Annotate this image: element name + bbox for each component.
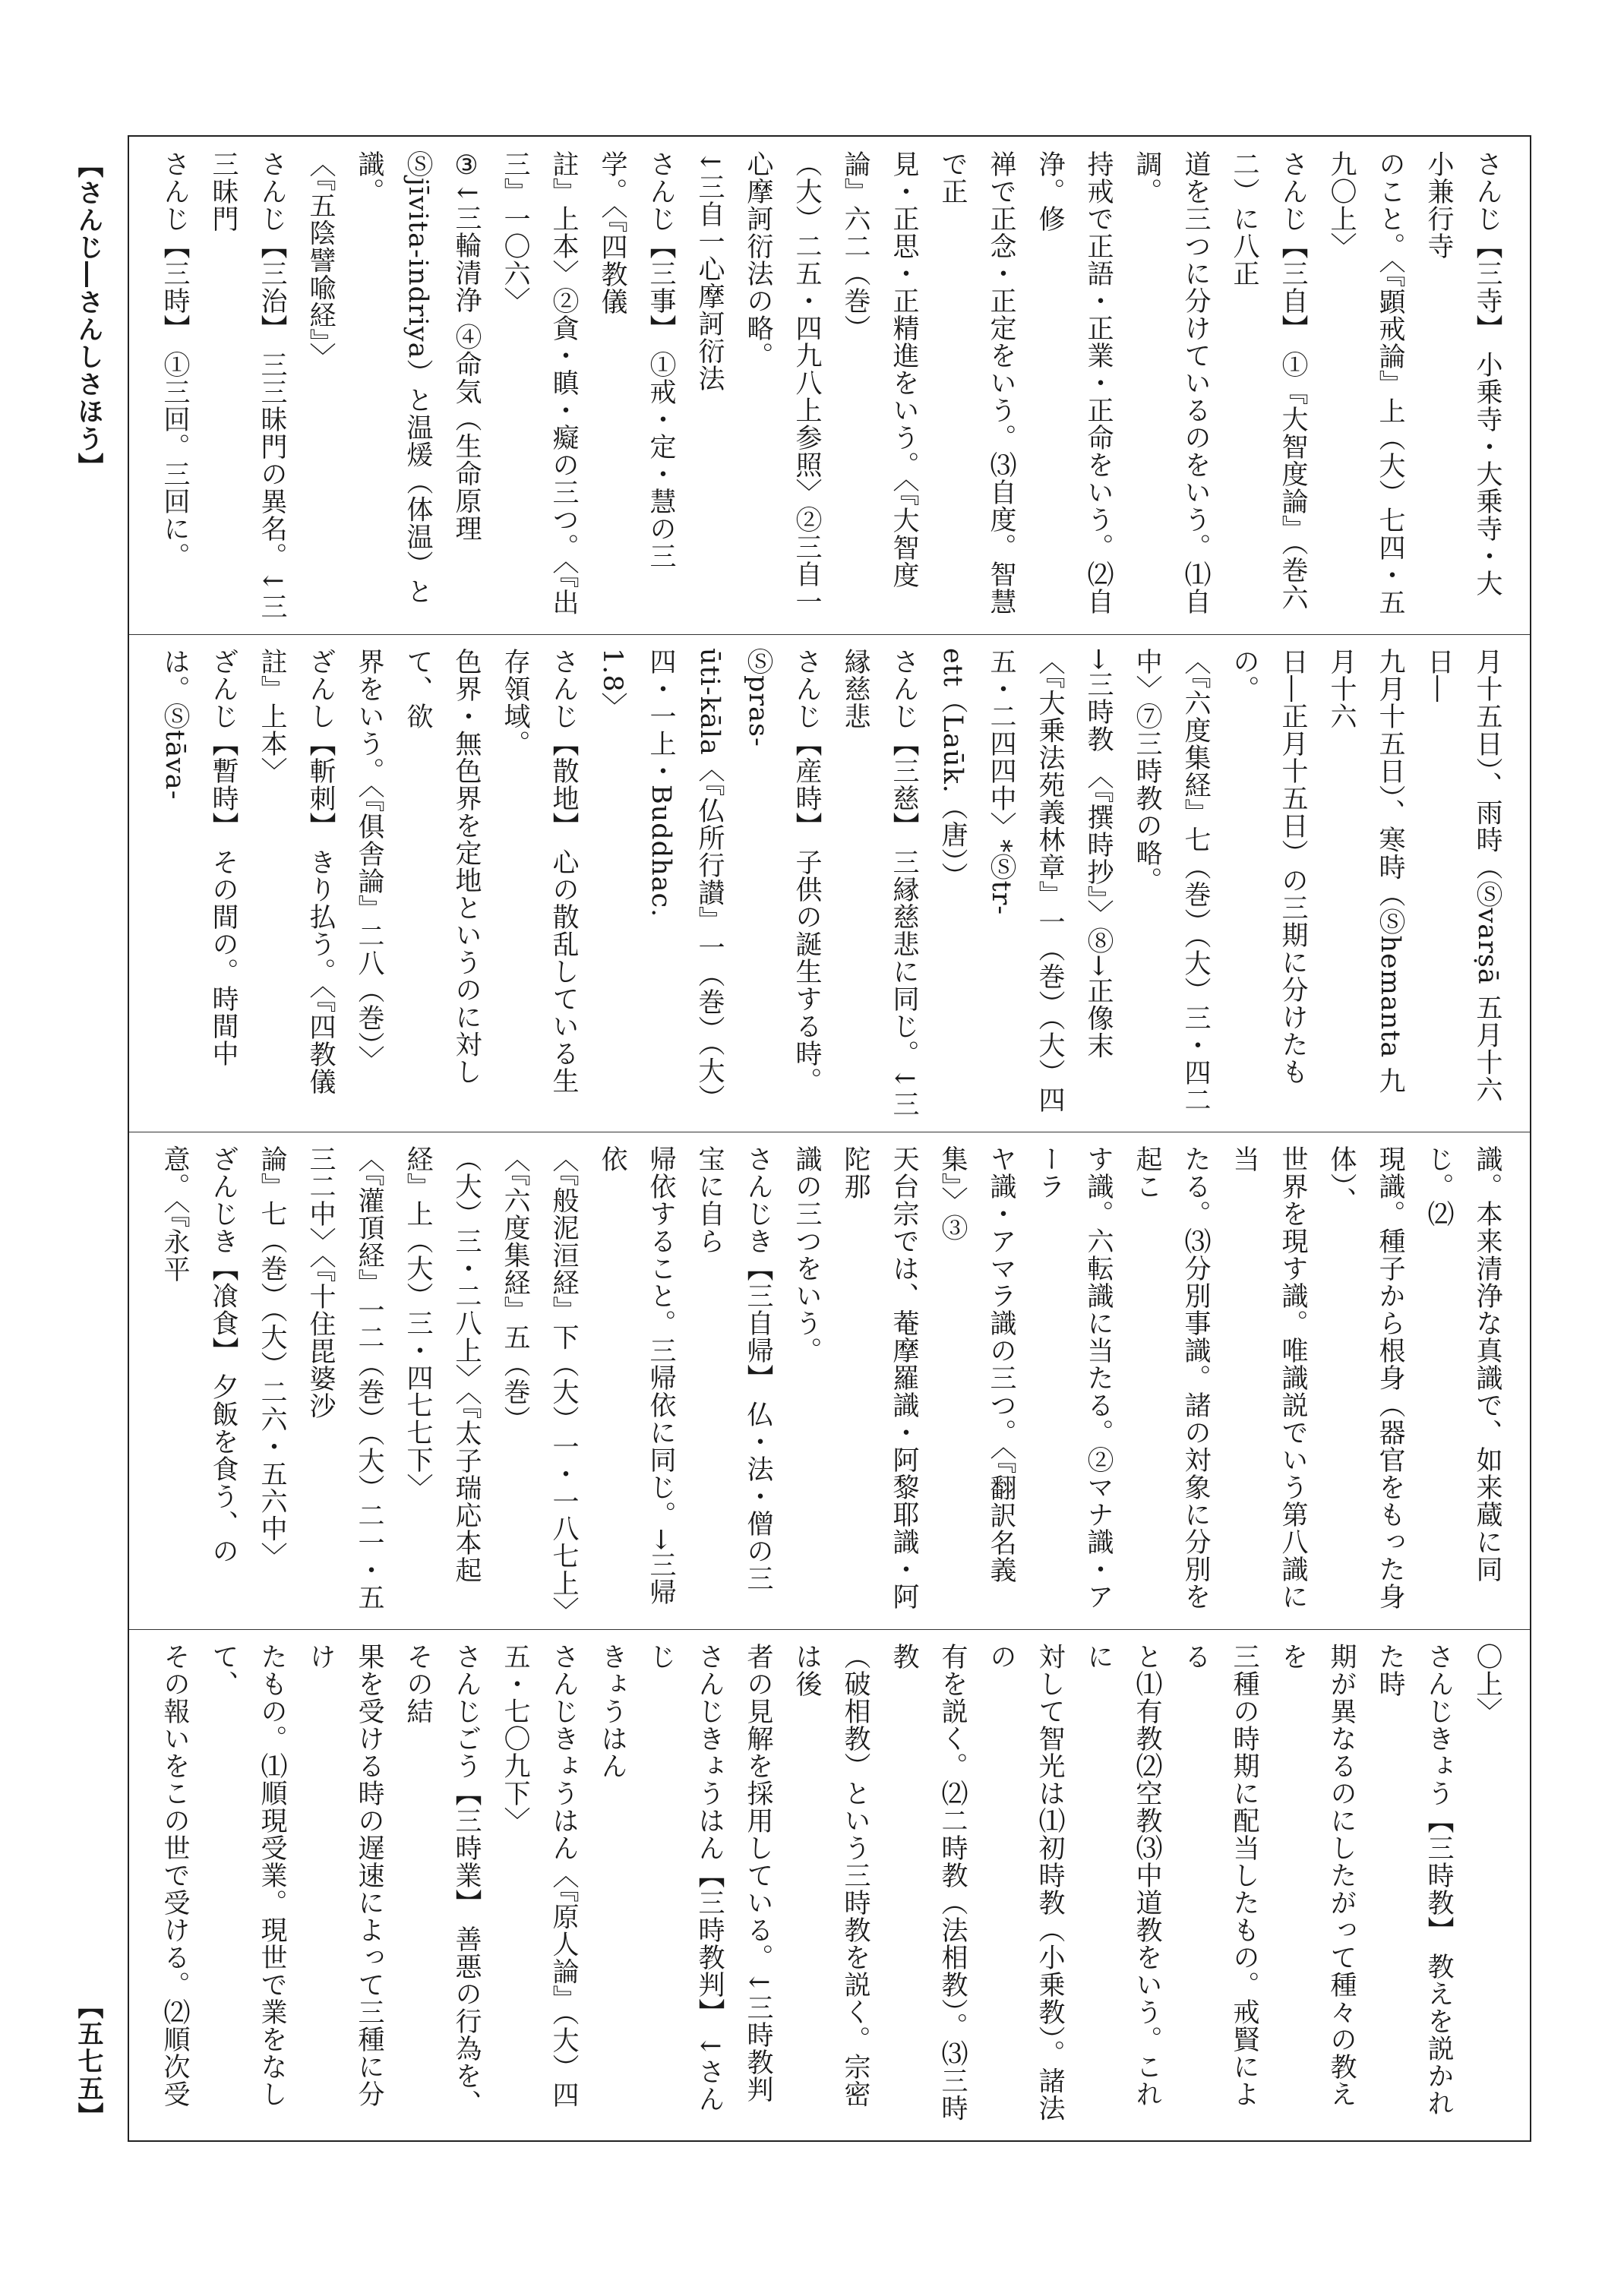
text-band-4 (152, 1643, 1512, 2129)
text-column: 1.8〉 (597, 648, 627, 720)
text-column: 三種の時期に配当したもの。戒賢による (1180, 1643, 1259, 2108)
text-column: 界をいう。〈『俱舎論』二八（巻）〉 (354, 648, 384, 1073)
text-column: 色界・無色界を定地というのに対して、欲 (403, 648, 482, 1085)
text-column: ↓三自一心摩訶衍法 (694, 150, 725, 393)
text-column: さんじごう【三時業】 善悪の行為を、その結 (403, 1643, 482, 2118)
text-column: 道を三つに分けているのをいう。⑴自調。 (1132, 150, 1211, 615)
text-column: 者の見解を採用している。↓三時教判 (743, 1643, 773, 2104)
text-band-3 (152, 1145, 1512, 1616)
text-column: ett（Laūk.（唐）） (937, 648, 968, 890)
text-column: す識。六転識に当たる。②マナ識・アーラ (1035, 1145, 1114, 1610)
text-column: さんじきょうはん【三時教判】 ↓さんじ (646, 1643, 725, 2113)
text-column: さんじき【三自帰】 仏・法・僧の三宝に自ら (694, 1145, 773, 1593)
text-column: ③↓三輪清浄 ④命気（生命原理 (451, 150, 482, 542)
text-column: 帰依すること。三帰依に同じ。→三帰依 (597, 1145, 676, 1606)
text-column: 天台宗では、菴摩羅識・阿黎耶識・阿陀那 (840, 1145, 919, 1610)
text-column: 見・正思・正精進をいう。〈『大智度論』六二（巻） (840, 150, 919, 589)
text-column: さんじ【三治】 三三昧門の異名。↓三三昧門 (208, 150, 287, 621)
page-frame (128, 135, 1531, 2142)
text-column: 〇上〉 (1472, 1643, 1502, 1725)
text-column: のこと。〈『顕戒論』上（大）七四・五九〇上〉 (1326, 150, 1405, 616)
text-column: さんじ【散地】 心の散乱している生存領域。 (500, 648, 579, 1095)
text-column: 註』上本〉②貪・瞋・癡の三つ。〈『出三』一〇六〉 (500, 150, 579, 616)
text-column: さんじ【三自】 ①『大智度論』（巻六二）に八正 (1229, 150, 1308, 611)
text-column: →三時教 〈『撰時抄』〉⑧→正像末 (1083, 648, 1114, 1060)
text-column: ざんじき【飡食】 夕飯を食う、の意。〈『永平 (160, 1145, 239, 1565)
text-column: 禅で正念・正定をいう。⑶自度。智慧で正 (937, 150, 1016, 615)
text-column: 論』七（巻）（大）二六・五六中〉 (257, 1145, 287, 1570)
text-column: 九月十五日）、寒時（Ⓢhemanta 九月十六 (1326, 648, 1405, 1095)
page-number: 【五七五】 (73, 1993, 103, 2130)
text-column: 〈『大乗法苑義林章』一（巻）（大）四五・二四四中〉*Ⓢtr- (986, 648, 1065, 1113)
text-column: たる。⑶分別事識。諸の対象に分別を起こ (1132, 1145, 1211, 1610)
text-band-2 (152, 648, 1512, 1119)
text-column: 対して智光は⑴初時教（小乗教）。諸法の (986, 1643, 1065, 2122)
text-column: （大）三・二八上〉〈『太子瑞応本起経』上（大）三・四七七下〉 (403, 1145, 482, 1584)
text-column: 〈『般泥洹経』下（大）一・一八七上〉〈『六度集経』五（巻） (500, 1145, 579, 1611)
text-column: ヤ識・アマラ識の三つ。〈『翻訳名義集』〉③ (937, 1145, 1016, 1584)
text-column: きょうはん (597, 1643, 627, 1780)
text-column: 識。本来清浄な真識で、如来蔵に同じ。⑵ (1423, 1145, 1502, 1583)
text-column: ūti-kāla〈『仏所行讃』一（巻）（大）四・一上・Buddhac. (646, 648, 725, 1112)
text-column: 〈『五陰譬喩経』〉 (305, 150, 336, 370)
text-column: 月十五日）、雨時（Ⓢvarṣā 五月十六日― (1423, 648, 1502, 1104)
text-column: さんじきょう【三時教】 教えを説かれた時 (1375, 1643, 1454, 2118)
text-band-1 (152, 150, 1512, 621)
text-column: さんじ【三時】 ①三回。三回に。 (160, 150, 190, 570)
text-column: さんじきょうはん〈『原人論』（大）四五・七〇九下〉 (500, 1643, 579, 2108)
band-divider (129, 634, 1530, 635)
text-column: （大）二五・四九八上参照〉②三自一心摩訶衍法の略。 (743, 150, 822, 615)
text-column: 有を説く。⑵二時教（法相教）。⑶三時教 (889, 1643, 968, 2122)
text-column: 世界を現す識。唯識説でいう第八識に当 (1229, 1145, 1308, 1610)
band-divider (129, 1629, 1530, 1630)
text-column: と⑴有教⑵空教⑶中道教をいう。これに (1083, 1643, 1162, 2108)
text-column: 識の三つをいう。 (791, 1145, 822, 1364)
text-column: たもの。⑴順現受業。現世で業をなして、 (208, 1643, 287, 2108)
text-column: 期が異なるのにしたがって種々の教えを (1278, 1643, 1357, 2108)
text-column: その報いをこの世で受ける。⑵順次受 (160, 1643, 190, 2108)
text-column: さんじ【三慈】 三縁慈悲に同じ。↓三縁慈悲 (840, 648, 919, 1118)
text-column: ざんし【斬刺】 きり払う。〈『四教儀註』上本〉 (257, 648, 336, 1096)
text-column: さんじ【産時】 子供の誕生する時。Ⓢpras- (743, 648, 822, 1095)
text-column: （破相教）という三時教を説く。宗密は後 (791, 1643, 870, 2108)
text-column: 持戒で正語・正業・正命をいう。⑵自浄。修 (1035, 150, 1114, 615)
text-column: ざんじ【暫時】 その間の。時間中は。Ⓢtāva- (160, 648, 239, 1068)
text-column: 日―正月十五日）の三期に分けたもの。 (1229, 648, 1308, 1085)
running-header: 【さんじ―さんしさほう】 (73, 152, 103, 480)
text-column: 現識。種子から根身（器官をもった身体）、 (1326, 1145, 1405, 1610)
text-column: 〈『六度集経』七（巻）（大）三・四二中〉⑦三時教の略。 (1132, 648, 1211, 1113)
text-column: 〈『灌頂経』一二（巻）（大）二一・五三二中〉〈『十住毘婆沙 (305, 1145, 384, 1611)
text-column: さんじ【三事】 ①戒・定・慧の三学。〈『四教儀 (597, 150, 676, 570)
text-column: Ⓢjīvita-indriya）と温煖（体温）と識。 (354, 150, 433, 605)
text-column: 果を受ける時の遅速によって三種に分け (305, 1643, 384, 2108)
text-column: さんじ【三寺】 小乗寺・大乗寺・大小兼行寺 (1423, 150, 1502, 598)
